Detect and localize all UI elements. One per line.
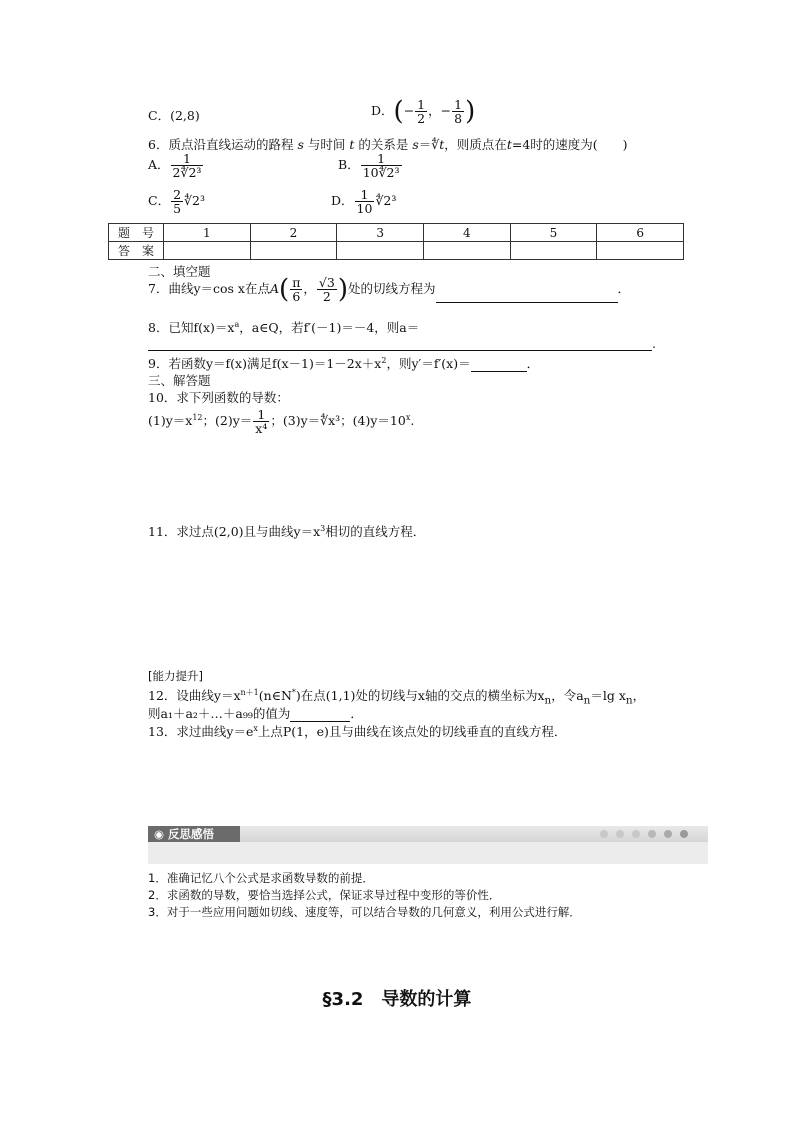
q11: 11．求过点(2,0)且与曲线$y=x^3$相切的直线方程． (148, 523, 426, 539)
decor-dot-icon (600, 830, 608, 838)
q8-answer-blank[interactable]: . (148, 336, 656, 351)
answer-table-number: 3 (337, 224, 424, 242)
q5-option-d: D．(− $\frac{1}{2}$ ，− $\frac{1}{8}$ ) (371, 96, 476, 127)
answer-table-answer-row (109, 242, 684, 260)
reflection-header: ◉ 反思感悟 (148, 826, 240, 842)
q8: 8．已知$f(x)=x^a$，a∈Q，若f′(－1)＝－4，则a＝ (148, 319, 420, 335)
decor-dot-icon (680, 830, 688, 838)
answer-table-number: 4 (423, 224, 510, 242)
reflection-item: 3．对于一些应用问题如切线、速度等，可以结合导数的几何意义，利用公式进行解． (148, 905, 581, 919)
answer-table-number: 5 (510, 224, 597, 242)
q5-d-frac-b: $\frac{1}{8}$ (454, 97, 463, 127)
ability-title: [能力提升] (148, 669, 203, 683)
q10-parts: $(1)y=x^{12}$；(2)y＝ $\frac{1}{\text{x⁴}}$ ；(3)y＝∜x³；$(4)y=10^x$. (148, 407, 415, 437)
q6-option-b: B． $\frac{1}{\text{10∜2³}}$ (338, 151, 400, 181)
answer-cell[interactable] (250, 242, 337, 260)
answer-cell[interactable] (510, 242, 597, 260)
decor-dot-icon (648, 830, 656, 838)
q6-option-c: C． $\frac{2}{5}$ ∜2³ (148, 187, 205, 217)
reflection-item: 1．准确记忆八个公式是求函数导数的前提． (148, 871, 374, 885)
answer-table-number: 2 (250, 224, 337, 242)
answer-table (108, 223, 684, 260)
q5-option-c: C．(2,8) (148, 108, 200, 123)
q6-option-d: D． $\frac{1}{10}$ ∜2³ (331, 187, 397, 217)
q12-line2: 则a₁＋a₂＋…＋a₉₉的值为 ． (148, 706, 363, 721)
q9: 9．若函数y＝f(x)满足$f(x-1)=1-2x+x^2$，则y′＝f′(x)＝ ． (148, 355, 540, 371)
decor-dot-icon (632, 830, 640, 838)
reflection-panel (148, 842, 708, 864)
q7-answer-blank[interactable] (436, 302, 618, 303)
q12-line1: 12．设曲线$y=x^{n+1}(n\in N^*)$在点(1,1)处的切线与x轴的交点的横坐标为$x_n$，令$a_n=\lg$ $x_n$， (148, 687, 646, 707)
part2-title: 二、填空题 (148, 264, 211, 279)
q6-option-a: A． $\frac{1}{\text{2∜2³}}$ (148, 151, 202, 181)
answer-table-label: 答 案 (109, 242, 164, 260)
q7: 7．曲线y＝cos x在点A( $\frac{\pi}{6}$ ， $\frac{√3}{2}$ )处的切线方程为 ． (148, 274, 631, 305)
part3-title: 三、解答题 (148, 373, 211, 388)
decor-dot-icon (616, 830, 624, 838)
q13: 13．求过曲线$y=e^x$上点P(1，e)且与曲线在该点处的切线垂直的直线方程． (148, 723, 567, 739)
answer-cell[interactable] (164, 242, 251, 260)
answer-table-number: 1 (164, 224, 251, 242)
answer-table-number: 6 (597, 224, 684, 242)
q9-answer-blank[interactable] (471, 371, 527, 372)
section-title: §3.2 导数的计算 (322, 989, 472, 1010)
reflection-header-bar (148, 826, 708, 842)
decor-dot-icon (664, 830, 672, 838)
q5-option-d-label: D． (371, 103, 394, 119)
answer-table-header-row (109, 224, 684, 242)
q6-stem: 6．质点沿直线运动的路程 s 与时间 t 的关系是 s＝∜t，则质点在t=4时的速度为( ) (148, 137, 628, 152)
answer-cell[interactable] (337, 242, 424, 260)
answer-cell[interactable] (597, 242, 684, 260)
q5-d-frac-a: $\frac{1}{2}$ (417, 97, 426, 127)
answer-table-label: 题 号 (109, 224, 164, 242)
q10-stem: 10．求下列函数的导数： (148, 390, 289, 405)
answer-cell[interactable] (423, 242, 510, 260)
reflection-item: 2．求函数的导数，要恰当选择公式，保证求导过程中变形的等价性． (148, 888, 501, 902)
